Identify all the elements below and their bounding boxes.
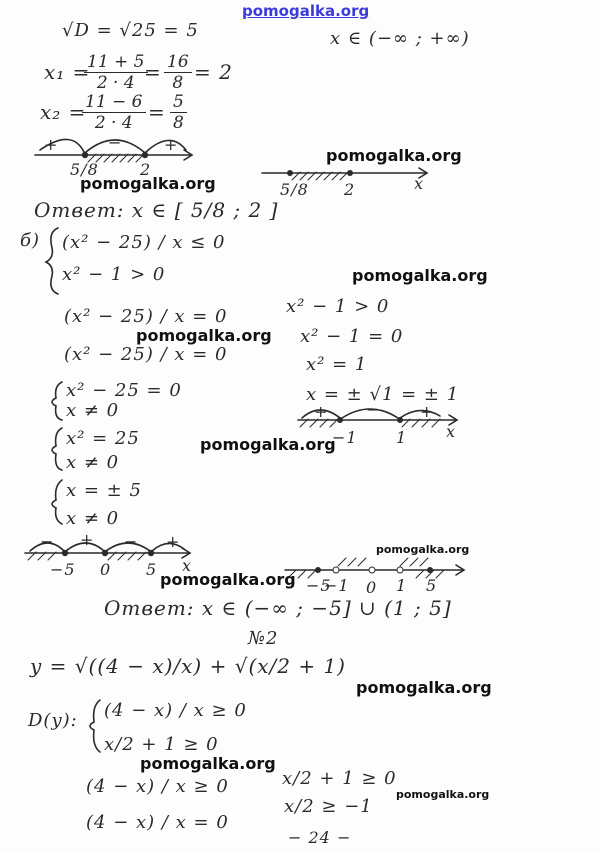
x2-numerator: 11 − 6: [82, 92, 146, 113]
axis4-sign-plus-2: +: [166, 532, 181, 551]
axis3-variable-x: x: [446, 422, 457, 441]
watermark: pomogalka.org: [352, 266, 488, 285]
axis5-point-minus-five: −5: [306, 576, 332, 595]
system5-first: (4 − x) / x ≥ 0: [104, 700, 247, 721]
equation-1: (x² − 25) / x = 0: [64, 306, 228, 327]
x1-lhs: x₁ =: [44, 60, 91, 84]
system1-second: x² − 1 > 0: [62, 264, 166, 285]
system5-second: x/2 + 1 ≥ 0: [104, 734, 219, 755]
inequality-c: x/2 + 1 ≥ 0: [282, 768, 397, 789]
axis1-sign-minus: −: [108, 133, 123, 152]
answer-1: Ответ: x ∈ [ 5/8 ; 2 ]: [34, 198, 279, 222]
answer-2: Ответ: x ∈ (−∞ ; −5] ∪ (1 ; 5]: [104, 596, 452, 620]
x1-denominator-2: 8: [172, 73, 184, 93]
axis1-sign-plus-right: +: [164, 135, 179, 154]
watermark: pomogalka.org: [140, 754, 276, 773]
axis4-point-zero: 0: [100, 560, 112, 579]
axis3-sign-plus-left: +: [314, 402, 329, 421]
part-b-label: б): [20, 230, 41, 251]
axis3-sign-plus-right: +: [420, 402, 435, 421]
axis5-point-zero: 0: [366, 578, 378, 597]
axis4-sign-minus-2: −: [124, 532, 139, 551]
watermark: pomogalka.org: [376, 543, 470, 556]
axis2-variable-x: x: [414, 174, 425, 193]
system2-first: x² − 25 = 0: [66, 380, 182, 401]
axis3-point-minus-one: −1: [332, 428, 358, 447]
axis1-point-two: 2: [140, 160, 152, 179]
right-eq-4: x = ± √1 = ± 1: [306, 384, 460, 405]
x2-equals: =: [148, 100, 166, 124]
inequality-b: (4 − x) / x = 0: [86, 812, 229, 833]
page-number: − 24 −: [288, 828, 352, 847]
axis5-point-five: 5: [426, 576, 438, 595]
x1-fraction-simplified: [164, 52, 192, 93]
axis2-point-two: 2: [344, 180, 356, 199]
axis3-sign-minus: −: [366, 400, 381, 419]
watermark: pomogalka.org: [326, 146, 462, 165]
axis4-sign-minus-left: −: [40, 532, 55, 551]
domain-all-reals: x ∈ (−∞ ; +∞): [330, 28, 470, 49]
equation-2: (x² − 25) / x = 0: [64, 344, 228, 365]
system2-second: x ≠ 0: [66, 400, 120, 421]
right-eq-2: x² − 1 = 0: [300, 326, 404, 347]
x1-denominator: 2 · 4: [96, 73, 135, 93]
axis5-point-one: 1: [396, 576, 408, 595]
watermark: pomogalka.org: [356, 678, 492, 697]
x1-numerator: 11 + 5: [84, 52, 148, 73]
right-eq-3: x² = 1: [306, 354, 368, 375]
task-number-2: №2: [248, 628, 279, 649]
watermark: pomogalka.org: [80, 174, 216, 193]
inequality-a: (4 − x) / x ≥ 0: [86, 776, 229, 797]
x1-fraction: [84, 52, 148, 93]
x2-denominator: 2 · 4: [94, 113, 133, 133]
axis1-point-five-eighths: 5/8: [70, 160, 99, 179]
watermark: pomogalka.org: [200, 435, 336, 454]
x2-fraction: [82, 92, 146, 133]
sqrt-discriminant: √D = √25 = 5: [62, 20, 199, 41]
system4-second: x ≠ 0: [66, 508, 120, 529]
domain-label: D(y):: [28, 710, 78, 731]
function-definition: y = √((4 − x)/x) + √(x/2 + 1): [30, 654, 346, 678]
axis4-variable-x: x: [182, 556, 193, 575]
x1-result: = 2: [194, 60, 233, 84]
axis4-point-minus-five: −5: [50, 560, 76, 579]
x2-numerator-2: 5: [170, 92, 187, 113]
axis4-point-five: 5: [146, 560, 158, 579]
watermark: pomogalka.org: [396, 788, 490, 801]
x2-denominator-2: 8: [173, 113, 184, 133]
system1-first: (x² − 25) / x ≤ 0: [62, 232, 226, 253]
system4-first: x = ± 5: [66, 480, 142, 501]
right-ineq-1: x² − 1 > 0: [286, 296, 390, 317]
watermark: pomogalka.org: [160, 570, 296, 589]
system3-first: x² = 25: [66, 428, 140, 449]
x1-numerator-2: 16: [164, 52, 192, 73]
x2-lhs: x₂ =: [40, 100, 87, 124]
system3-second: x ≠ 0: [66, 452, 120, 473]
axis4-sign-plus-1: +: [80, 530, 95, 549]
axis1-sign-plus-left: +: [44, 135, 59, 154]
x1-equals: =: [144, 60, 162, 84]
watermark: pomogalka.org: [136, 326, 272, 345]
site-watermark-link[interactable]: pomogalka.org: [242, 2, 370, 20]
axis2-point-five-eighths: 5/8: [280, 180, 309, 199]
inequality-d: x/2 ≥ −1: [284, 796, 373, 817]
axis3-point-one: 1: [396, 428, 408, 447]
x2-fraction-simplified: [170, 92, 187, 133]
axis5-point-minus-one: −1: [324, 576, 350, 595]
